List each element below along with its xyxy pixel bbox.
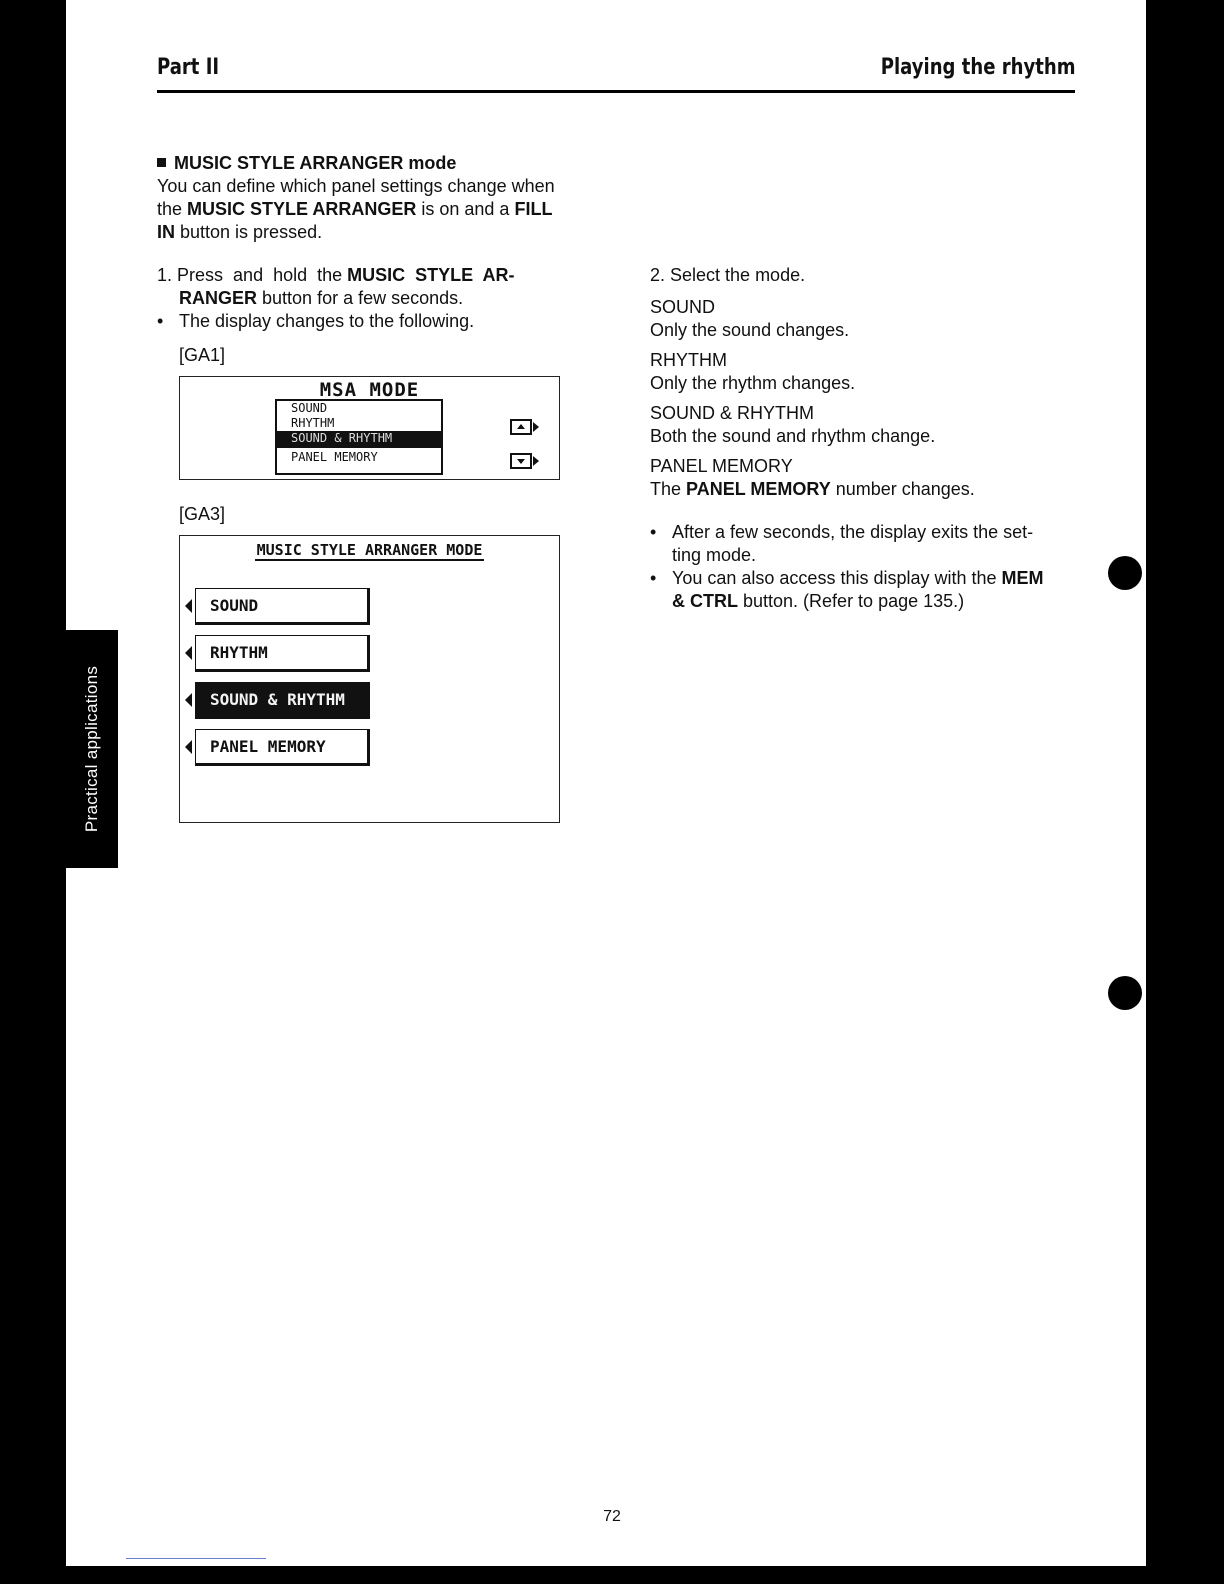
select-arrow-icon[interactable] xyxy=(185,740,192,754)
ga1-item-panel-memory[interactable]: PANEL MEMORY xyxy=(277,446,441,466)
scan-border-right xyxy=(1146,0,1224,1584)
scan-artifact-line xyxy=(126,1558,266,1559)
select-arrow-icon[interactable] xyxy=(185,646,192,660)
note-exit: • After a few seconds, the display exits the set- ting mode. xyxy=(650,522,1034,565)
header-part: Part II xyxy=(157,55,220,80)
ga3-label: [GA3] xyxy=(179,504,226,524)
note-access: • You can also access this display with the MEM & CTRL button. (Refer to page 135.) xyxy=(650,568,1044,611)
ga3-display xyxy=(179,535,560,823)
ga3-button-sound-rhythm[interactable]: SOUND & RHYTHM xyxy=(195,682,370,719)
page-number: 72 xyxy=(603,1508,621,1525)
ga3-button-panel-memory[interactable]: PANEL MEMORY xyxy=(195,729,370,766)
ga1-item-rhythm[interactable]: RHYTHM xyxy=(291,416,335,430)
ga3-button-sound[interactable]: SOUND xyxy=(195,588,370,625)
ga3-button-rhythm[interactable]: RHYTHM xyxy=(195,635,370,672)
ga3-title: MUSIC STYLE ARRANGER MODE xyxy=(256,541,483,559)
scan-border-left xyxy=(0,0,66,1584)
ga1-label: [GA1] xyxy=(179,345,226,365)
select-arrow-icon[interactable] xyxy=(185,599,192,613)
ga3-item xyxy=(180,729,354,766)
scroll-up-key-icon[interactable] xyxy=(510,419,540,435)
section-intro: You can define which panel settings change when the MUSIC STYLE ARRANGER is on and a FILL IN button is pressed. xyxy=(157,176,555,242)
ga3-item xyxy=(180,588,354,625)
mode-sound-rhythm: SOUND & RHYTHM Both the sound and rhythm change. xyxy=(650,403,936,446)
side-tab-label: Practical applications xyxy=(82,665,101,833)
ga1-display xyxy=(179,376,560,480)
mode-panel-memory: PANEL MEMORY The PANEL MEMORY number changes. xyxy=(650,456,975,499)
select-arrow-icon[interactable] xyxy=(185,693,192,707)
ga1-item-sound[interactable]: SOUND xyxy=(291,401,328,415)
square-bullet-icon xyxy=(157,158,166,167)
mode-rhythm: RHYTHM Only the rhythm changes. xyxy=(650,350,856,393)
step1: 1. Press and hold the MUSIC STYLE AR- RANGER button for a few seconds. • The display changes to the following. xyxy=(157,265,515,331)
ga1-mode-list xyxy=(275,399,443,475)
header-rule xyxy=(157,90,1075,93)
ga1-title: MSA MODE xyxy=(319,379,420,401)
scroll-down-key-icon[interactable] xyxy=(510,453,540,469)
mode-sound: SOUND Only the sound changes. xyxy=(650,297,850,340)
header-chapter: Playing the rhythm xyxy=(880,55,1075,80)
ga3-item xyxy=(180,635,354,672)
step2-heading: 2. Select the mode. xyxy=(650,265,806,285)
ga1-item-sound-rhythm[interactable]: SOUND & RHYTHM xyxy=(277,431,441,446)
scan-border-bottom xyxy=(0,1566,1224,1584)
binder-hole-bottom xyxy=(1108,976,1142,1010)
section-title: MUSIC STYLE ARRANGER mode xyxy=(157,152,585,175)
binder-hole-top xyxy=(1108,556,1142,590)
ga3-item xyxy=(180,682,354,719)
